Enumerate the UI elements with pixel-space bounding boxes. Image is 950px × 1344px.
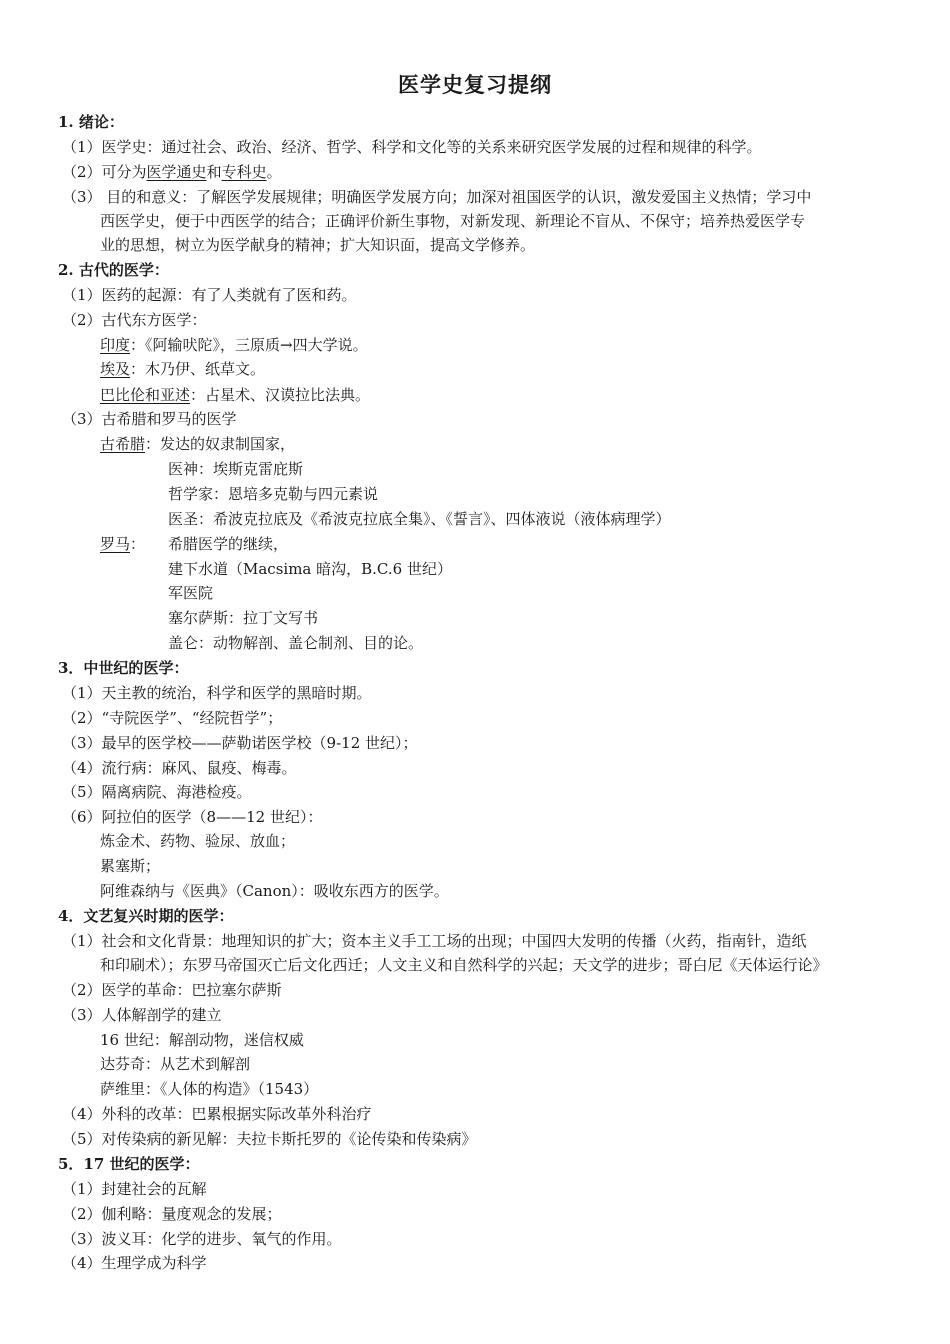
- medieval-item-6: （6）阿拉伯的医学（8——12 世纪）：: [62, 808, 323, 826]
- page-title: 医学史复习提纲: [398, 72, 552, 97]
- section-heading-ancient: 2. 古代的医学：: [58, 261, 169, 279]
- underlined-term: 埃及: [100, 360, 131, 378]
- section-heading-renaissance: 4．文艺复兴时期的医学：: [58, 907, 234, 925]
- underlined-term: 罗马: [100, 535, 131, 553]
- babylon-line: 巴比伦和亚述：占星术、汉谟拉比法典。: [100, 386, 371, 404]
- underlined-term: 医学通史: [146, 163, 207, 181]
- egypt-line: 埃及：木乃伊、纸草文。: [100, 360, 266, 378]
- arab-sub-3: 阿维森纳与《医典》（Canon）：吸收东西方的医学。: [100, 882, 449, 900]
- medieval-item-2: （2）“寺院医学”、“经院哲学”；: [62, 709, 283, 727]
- medieval-item-4: （4）流行病：麻风、鼠疫、梅毒。: [62, 759, 297, 777]
- greece-sub-1: 医神：埃斯克雷庇斯: [168, 460, 304, 478]
- rome-sub-2: 军医院: [168, 584, 214, 602]
- rome-sub-0: 希腊医学的继续，: [168, 535, 289, 553]
- underlined-term: 专科史: [221, 163, 267, 181]
- rome-sub-3: 塞尔萨斯：拉丁文写书: [168, 609, 319, 627]
- c17-item-1: （1）封建社会的瓦解: [62, 1180, 207, 1198]
- c17-item-2: （2）伽利略：量度观念的发展；: [62, 1205, 282, 1223]
- arab-sub-1: 炼金术、药物、验尿、放血；: [100, 832, 296, 850]
- underlined-term: 古希腊: [100, 435, 146, 453]
- renaissance-item-4: （4）外科的改革：巴累根据实际改革外科治疗: [62, 1105, 372, 1123]
- renaissance-item-3: （3）人体解剖学的建立: [62, 1006, 222, 1024]
- medieval-item-5: （5）隔离病院、海港检疫。: [62, 783, 252, 801]
- rome-sub-4: 盖仑：动物解剖、盖仑制剂、目的论。: [168, 634, 424, 652]
- rome-label: 罗马：: [100, 535, 146, 553]
- greece-sub-3: 医圣：希波克拉底及《希波克拉底全集》、《誓言》、四体液说（液体病理学）: [168, 510, 671, 528]
- anatomy-sub-1: 16 世纪：解剖动物，迷信权威: [100, 1031, 304, 1049]
- rome-sub-1: 建下水道（Macsima 暗沟，B.C.6 世纪）: [168, 560, 452, 578]
- c17-item-3: （3）波义耳：化学的进步、氧气的作用。: [62, 1230, 342, 1248]
- underlined-term: 印度: [100, 336, 131, 354]
- medieval-item-1: （1）天主教的统治，科学和医学的黑暗时期。: [62, 684, 372, 702]
- renaissance-item-1-line-2: 和印刷术）；东罗马帝国灭亡后文化西迁；人文主义和自然科学的兴起；天文学的进步；哥白尼《天体运行论》: [100, 956, 828, 974]
- intro-item-3-line-3: 业的思想，树立为医学献身的精神；扩大知识面，提高文学修养。: [100, 236, 536, 254]
- section-heading-medieval: 3．中世纪的医学：: [58, 659, 189, 677]
- section-heading-17th-century: 5．17 世纪的医学：: [58, 1155, 200, 1173]
- arab-sub-2: 累塞斯；: [100, 857, 161, 875]
- renaissance-item-2: （2）医学的革命：巴拉塞尔萨斯: [62, 981, 282, 999]
- anatomy-sub-3: 萨维里：《人体的构造》（1543）: [100, 1080, 319, 1098]
- section-heading-intro: 1. 绪论：: [58, 113, 124, 131]
- greece-line: 古希腊：发达的奴隶制国家，: [100, 435, 296, 453]
- ancient-item-2: （2）古代东方医学：: [62, 311, 207, 329]
- underlined-term: 巴比伦和亚述: [100, 386, 191, 404]
- c17-item-4: （4）生理学成为科学: [62, 1254, 207, 1272]
- anatomy-sub-2: 达芬奇：从艺术到解剖: [100, 1055, 251, 1073]
- intro-item-3-line-1: （3） 目的和意义：了解医学发展规律；明确医学发展方向；加深对祖国医学的认识，激发爱国主义热情；学习中: [62, 188, 812, 206]
- renaissance-item-1-line-1: （1）社会和文化背景：地理知识的扩大；资本主义手工工场的出现；中国四大发明的传播（火药，指南针，造纸: [62, 932, 807, 950]
- ancient-item-1: （1）医药的起源：有了人类就有了医和药。: [62, 286, 357, 304]
- intro-item-3-line-2: 西医学史，便于中西医学的结合；正确评价新生事物，对新发现、新理论不盲从、不保守；培养热爱医学专: [100, 212, 806, 230]
- greece-sub-2: 哲学家：恩培多克勒与四元素说: [168, 485, 379, 503]
- renaissance-item-5: （5）对传染病的新见解：夫拉卡斯托罗的《论传染和传染病》: [62, 1130, 477, 1148]
- medieval-item-3: （3）最早的医学校——萨勒诺医学校（9-12 世纪）；: [62, 734, 418, 752]
- intro-item-1: （1）医学史：通过社会、政治、经济、哲学、科学和文化等的关系来研究医学发展的过程和规律的科学。: [62, 138, 762, 156]
- india-line: 印度：《阿输吠陀》，三原质→四大学说。: [100, 336, 368, 354]
- ancient-item-3: （3）古希腊和罗马的医学: [62, 410, 237, 428]
- intro-item-2: （2）可分为医学通史和专科史。: [62, 163, 282, 181]
